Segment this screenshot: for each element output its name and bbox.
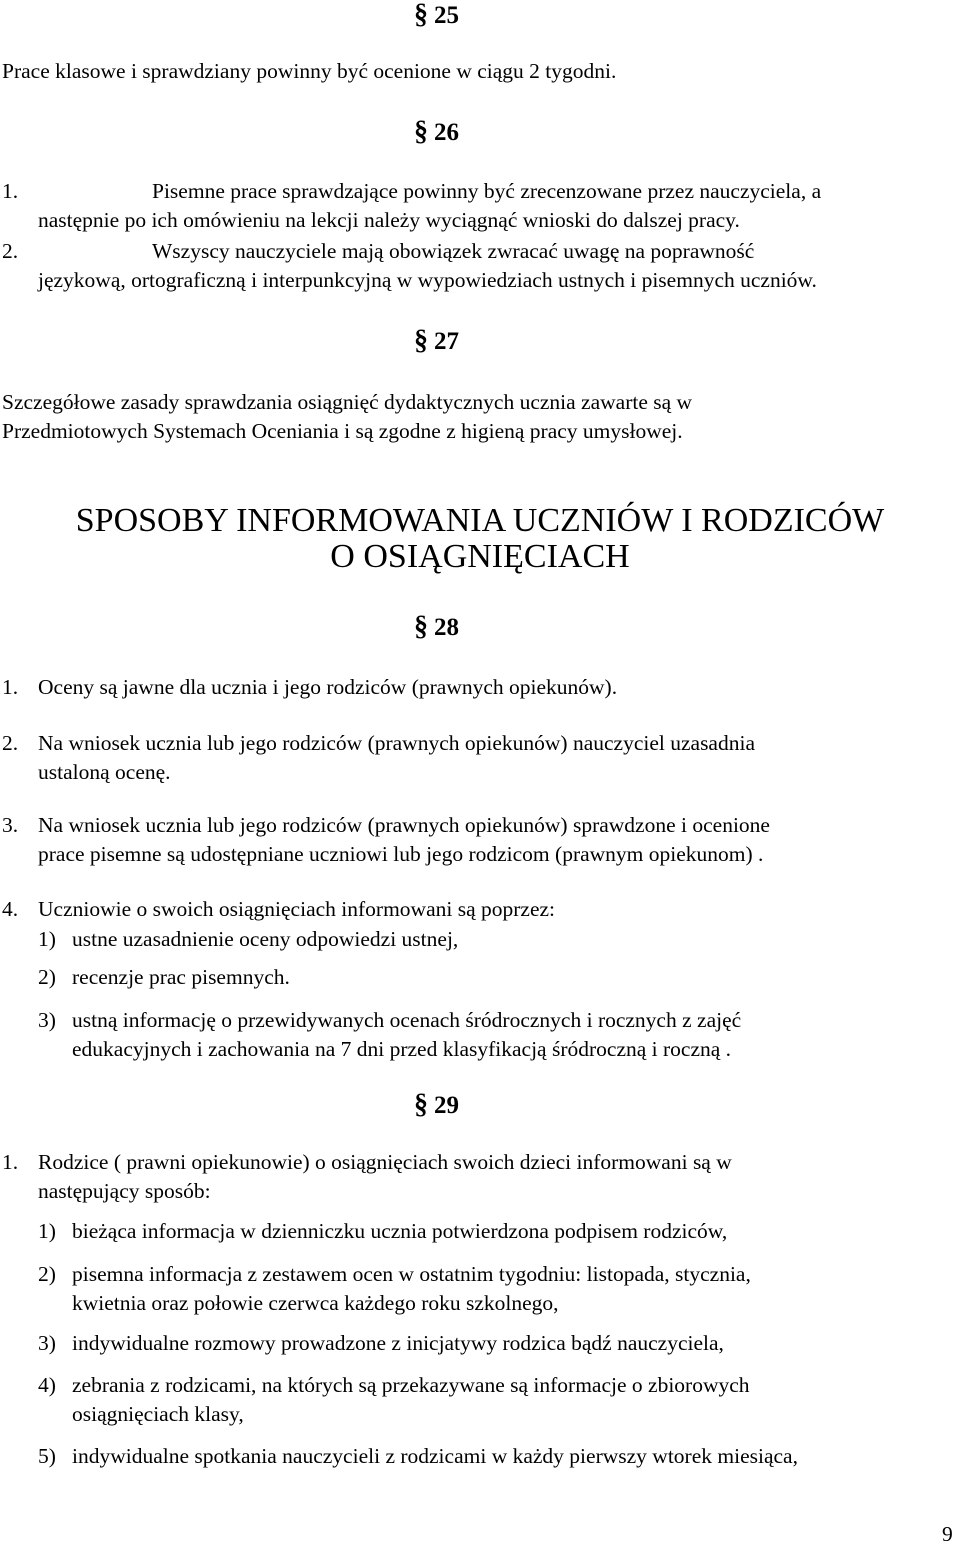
sub-item-text: indywidualne spotkania nauczycieli z rodzicami w każdy pierwszy wtorek miesiąca,	[72, 1444, 798, 1468]
section-symbol: §	[414, 116, 428, 147]
sub-item-number: 2)	[38, 965, 56, 989]
sub-item-number: 1)	[38, 927, 56, 951]
list-item-text: ustaloną ocenę.	[38, 760, 171, 784]
list-item-text: Wszyscy nauczyciele mają obowiązek zwracać uwagę na poprawność	[152, 239, 755, 263]
chapter-heading: O OSIĄGNIĘCIACH	[330, 538, 630, 575]
sub-item-number: 3)	[38, 1331, 56, 1355]
section-number: 28	[434, 614, 459, 641]
section-28-heading	[414, 612, 459, 643]
list-item-number: 2.	[2, 239, 19, 263]
list-item-text: Oceny są jawne dla ucznia i jego rodziców (prawnych opiekunów).	[38, 675, 618, 699]
section-symbol: §	[414, 325, 428, 356]
sub-item-number: 4)	[38, 1373, 56, 1397]
sub-item-text: recenzje prac pisemnych.	[72, 965, 290, 989]
section-symbol: §	[414, 0, 428, 30]
section-number: 27	[434, 328, 459, 355]
section-symbol: §	[414, 1089, 428, 1120]
sub-item-text: kwietnia oraz połowie czerwca każdego roku szkolnego,	[72, 1291, 559, 1315]
section-27-heading	[414, 326, 459, 357]
list-item-text: Rodzice ( prawni opiekunowie) o osiągnięciach swoich dzieci informowani są w	[38, 1150, 732, 1174]
section-27-text: Szczegółowe zasady sprawdzania osiągnięć dydaktycznych ucznia zawarte są w	[2, 390, 693, 414]
sub-item-number: 1)	[38, 1219, 56, 1243]
list-item-number: 4.	[2, 897, 19, 921]
sub-item-text: zebrania z rodzicami, na których są przekazywane są informacje o zbiorowych	[72, 1373, 750, 1397]
list-item-text: Uczniowie o swoich osiągnięciach informowani są poprzez:	[38, 897, 556, 921]
sub-item-text: ustną informację o przewidywanych ocenach śródrocznych i rocznych z zajęć	[72, 1008, 742, 1032]
section-number: 29	[434, 1092, 459, 1119]
list-item-text: następnie po ich omówieniu na lekcji należy wyciągnąć wnioski do dalszej pracy.	[38, 208, 740, 232]
sub-item-text: indywidualne rozmowy prowadzone z inicjatywy rodzica bądź nauczyciela,	[72, 1331, 724, 1355]
sub-item-text: pisemna informacja z zestawem ocen w ostatnim tygodniu: listopada, stycznia,	[72, 1262, 751, 1286]
list-item-text: językową, ortograficzną i interpunkcyjną w wypowiedziach ustnych i pisemnych uczniów.	[38, 268, 817, 292]
list-item-text: prace pisemne są udostępniane uczniowi lub jego rodzicom (prawnym opiekunom) .	[38, 842, 764, 866]
section-number: 26	[434, 119, 459, 146]
list-item-number: 1.	[2, 179, 19, 203]
sub-item-text: edukacyjnych i zachowania na 7 dni przed klasyfikacją śródroczną i roczną .	[72, 1037, 732, 1061]
section-symbol: §	[414, 611, 428, 642]
sub-item-number: 5)	[38, 1444, 56, 1468]
page-number: 9	[942, 1522, 953, 1546]
list-item-number: 1.	[2, 675, 19, 699]
list-item-number: 2.	[2, 731, 19, 755]
section-25-heading	[414, 0, 459, 31]
section-27-text: Przedmiotowych Systemach Oceniania i są zgodne z higieną pracy umysłowej.	[2, 419, 683, 443]
section-29-heading	[414, 1090, 459, 1121]
list-item-number: 1.	[2, 1150, 19, 1174]
list-item-text: następujący sposób:	[38, 1179, 211, 1203]
list-item-text: Na wniosek ucznia lub jego rodziców (prawnych opiekunów) nauczyciel uzasadnia	[38, 731, 755, 755]
sub-item-text: ustne uzasadnienie oceny odpowiedzi ustnej,	[72, 927, 459, 951]
sub-item-number: 3)	[38, 1008, 56, 1032]
list-item-text: Na wniosek ucznia lub jego rodziców (prawnych opiekunów) sprawdzone i ocenione	[38, 813, 770, 837]
section-25-text: Prace klasowe i sprawdziany powinny być ocenione w ciągu 2 tygodni.	[2, 59, 617, 83]
section-number: 25	[434, 2, 459, 29]
sub-item-text: osiągnięciach klasy,	[72, 1402, 244, 1426]
list-item-number: 3.	[2, 813, 19, 837]
chapter-heading: SPOSOBY INFORMOWANIA UCZNIÓW I RODZICÓW	[75, 502, 885, 539]
sub-item-text: bieżąca informacja w dzienniczku ucznia potwierdzona podpisem rodziców,	[72, 1219, 728, 1243]
sub-item-number: 2)	[38, 1262, 56, 1286]
section-26-heading	[414, 117, 459, 148]
list-item-text: Pisemne prace sprawdzające powinny być zrecenzowane przez nauczyciela, a	[152, 179, 822, 203]
